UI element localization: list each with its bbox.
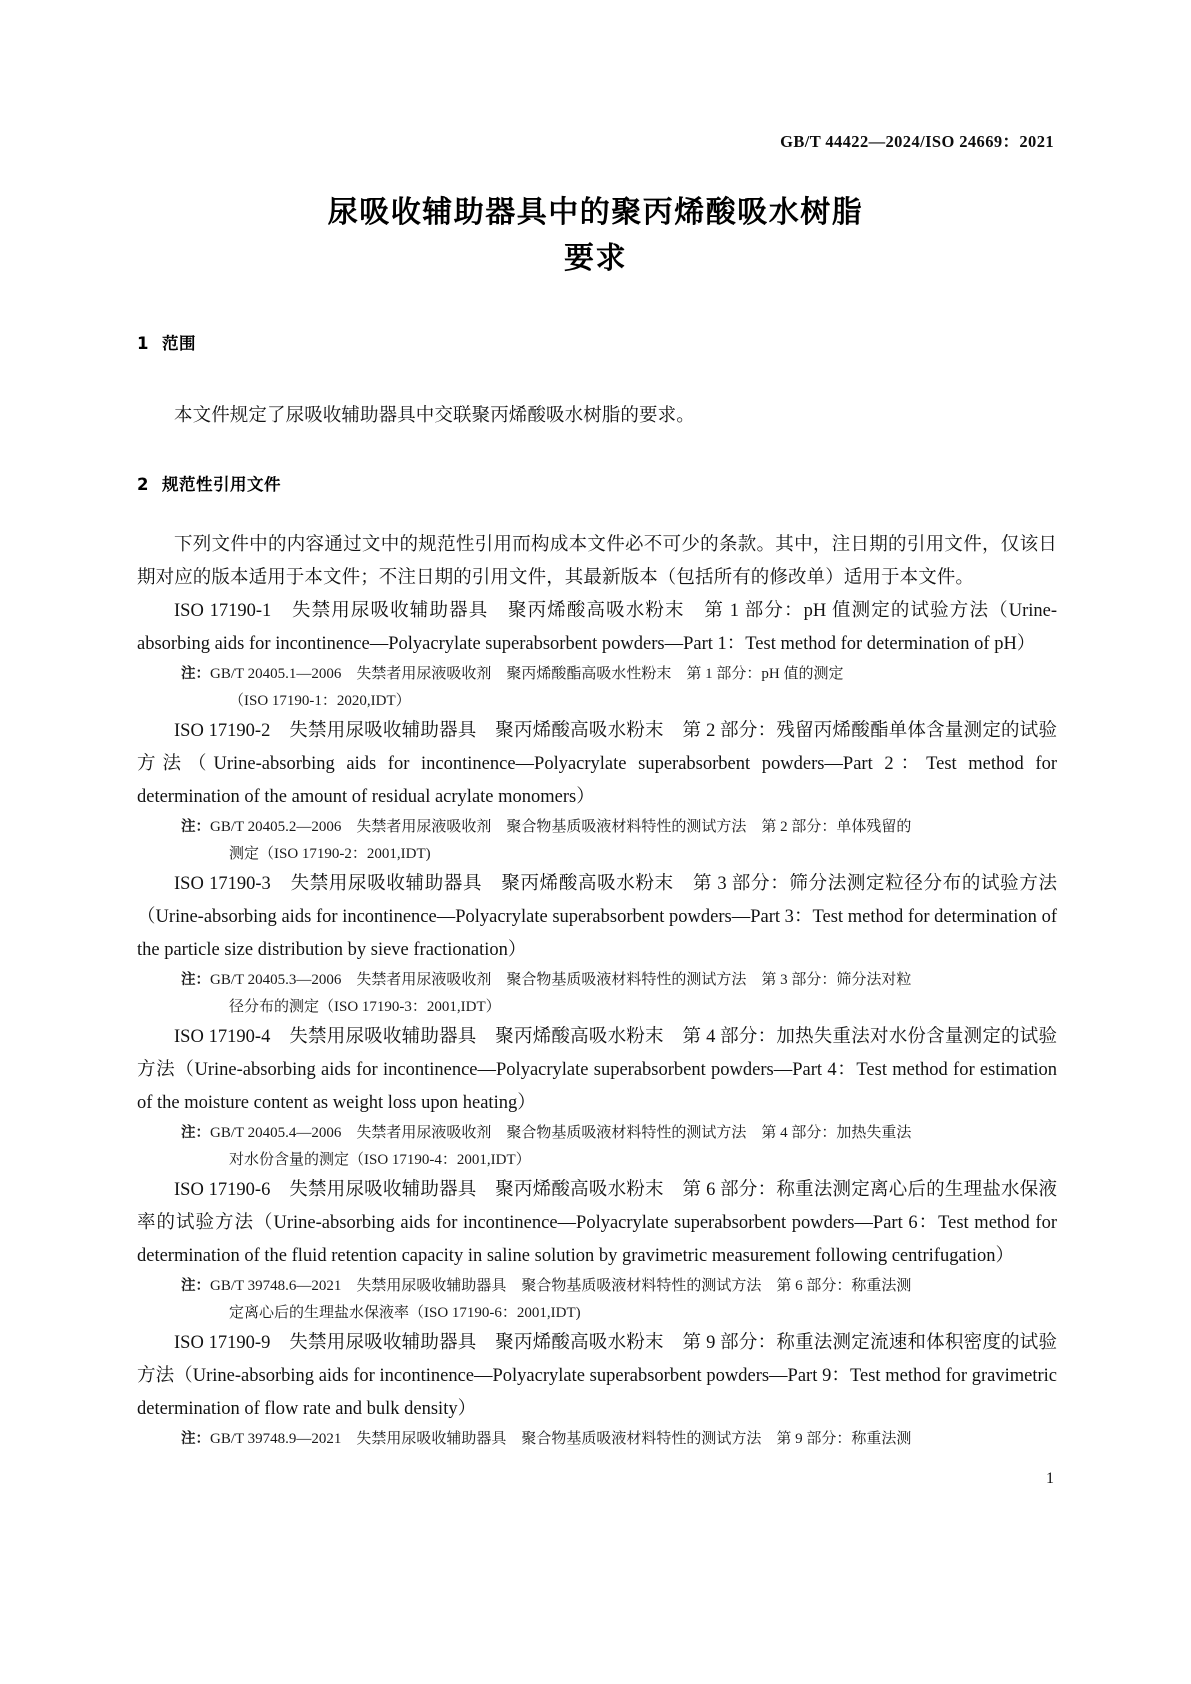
note-continuation: 测定（ISO 17190-2：2001,IDT) — [229, 846, 431, 862]
note-text: GB/T 20405.2—2006 失禁者用尿液吸收剂 聚合物基质吸液材料特性的测试方法 第 2 部分：单体残留的 — [210, 819, 912, 835]
note-continuation: 径分布的测定（ISO 17190-3：2001,IDT） — [229, 999, 501, 1015]
running-header-standard-code: GB/T 44422—2024/ISO 24669：2021 — [780, 132, 1054, 151]
reference-note — [181, 967, 1057, 1021]
note-continuation: （ISO 17190-1：2020,IDT） — [229, 693, 411, 709]
clause-1-paragraph: 本文件规定了尿吸收辅助器具中交联聚丙烯酸吸水树脂的要求。 — [174, 406, 695, 426]
note-continuation: 定离心后的生理盐水保液率（ISO 17190-6：2001,IDT) — [229, 1305, 581, 1321]
note-label: 注： — [181, 972, 210, 988]
reference-entry: ISO 17190-3 失禁用尿吸收辅助器具 聚丙烯酸高吸水粉末 第 3 部分：筛分法测定粒径分布的试验方法（Urine-absorbing aids for incontinence—Polyacrylate superabsorbent powders—Part 3：Test method for determination of the particle size distribution by sieve fractionation） — [137, 874, 1057, 960]
note-text: GB/T 39748.9—2021 失禁用尿吸收辅助器具 聚合物基质吸液材料特性的测试方法 第 9 部分：称重法测 — [210, 1431, 912, 1447]
title-line-1: 尿吸收辅助器具中的聚丙烯酸吸水树脂 — [327, 195, 864, 230]
note-text: GB/T 39748.6—2021 失禁用尿吸收辅助器具 聚合物基质吸液材料特性的测试方法 第 6 部分：称重法测 — [210, 1278, 912, 1294]
note-text: GB/T 20405.1—2006 失禁者用尿液吸收剂 聚丙烯酸酯高吸水性粉末 第 1 部分：pH 值的测定 — [210, 666, 844, 682]
clause-1-heading — [137, 330, 1057, 354]
reference-entry: ISO 17190-9 失禁用尿吸收辅助器具 聚丙烯酸高吸水粉末 第 9 部分：称重法测定流速和体积密度的试验方法（Urine-absorbing aids for incontinence—Polyacrylate superabsorbent powders—Part 9：Test method for gravimetric determination of flow rate and bulk density） — [137, 1333, 1057, 1419]
clause-2-title: 规范性引用文件 — [161, 475, 281, 494]
clause-2-number: 2 — [137, 475, 149, 494]
note-label: 注： — [181, 1278, 210, 1294]
document-body — [137, 330, 1057, 1453]
clause-1-title: 范围 — [161, 334, 196, 353]
reference-entry: ISO 17190-1 失禁用尿吸收辅助器具 聚丙烯酸高吸水粉末 第 1 部分：pH 值测定的试验方法（Urine-absorbing aids for incontinence—Polyacrylate superabsorbent powders—Part 1：Test method for determination of pH） — [137, 601, 1057, 654]
clause-2-heading — [137, 471, 1057, 495]
note-text: GB/T 20405.3—2006 失禁者用尿液吸收剂 聚合物基质吸液材料特性的测试方法 第 3 部分：筛分法对粒 — [210, 972, 912, 988]
note-continuation: 对水份含量的测定（ISO 17190-4：2001,IDT） — [229, 1152, 531, 1168]
note-text: GB/T 20405.4—2006 失禁者用尿液吸收剂 聚合物基质吸液材料特性的测试方法 第 4 部分：加热失重法 — [210, 1125, 912, 1141]
reference-entry: ISO 17190-4 失禁用尿吸收辅助器具 聚丙烯酸高吸水粉末 第 4 部分：加热失重法对水份含量测定的试验方法（Urine-absorbing aids for incontinence—Polyacrylate superabsorbent powders—Part 4：Test method for estimation of the moisture content as weight loss upon heating） — [137, 1027, 1057, 1113]
clause-1-number: 1 — [137, 334, 149, 353]
reference-note — [181, 1273, 1057, 1327]
note-label: 注： — [181, 1431, 210, 1447]
reference-note — [181, 1120, 1057, 1174]
note-label: 注： — [181, 819, 210, 835]
reference-note — [181, 814, 1057, 868]
note-label: 注： — [181, 1125, 210, 1141]
clause-2-paragraph: 下列文件中的内容通过文中的规范性引用而构成本文件必不可少的条款。其中，注日期的引用文件，仅该日期对应的版本适用于本文件；不注日期的引用文件，其最新版本（包括所有的修改单）适用于本文件。 — [137, 535, 1057, 588]
reference-entry: ISO 17190-6 失禁用尿吸收辅助器具 聚丙烯酸高吸水粉末 第 6 部分：称重法测定离心后的生理盐水保液率的试验方法（Urine-absorbing aids for incontinence—Polyacrylate superabsorbent powders—Part 6：Test method for determination of the fluid retention capacity in saline solution by gravimetric measurement following centrifugation） — [137, 1180, 1057, 1266]
reference-note — [181, 1426, 1057, 1453]
page-title — [0, 190, 1191, 282]
title-line-2: 要求 — [564, 241, 627, 276]
note-label: 注： — [181, 666, 210, 682]
footer-page-number: 1 — [1046, 1470, 1054, 1487]
reference-note — [181, 661, 1057, 715]
reference-entry: ISO 17190-2 失禁用尿吸收辅助器具 聚丙烯酸高吸水粉末 第 2 部分：残留丙烯酸酯单体含量测定的试验方法（Urine-absorbing aids for incontinence—Polyacrylate superabsorbent powders—Part 2：Test method for determination of the amount of residual acrylate monomers） — [137, 721, 1057, 807]
